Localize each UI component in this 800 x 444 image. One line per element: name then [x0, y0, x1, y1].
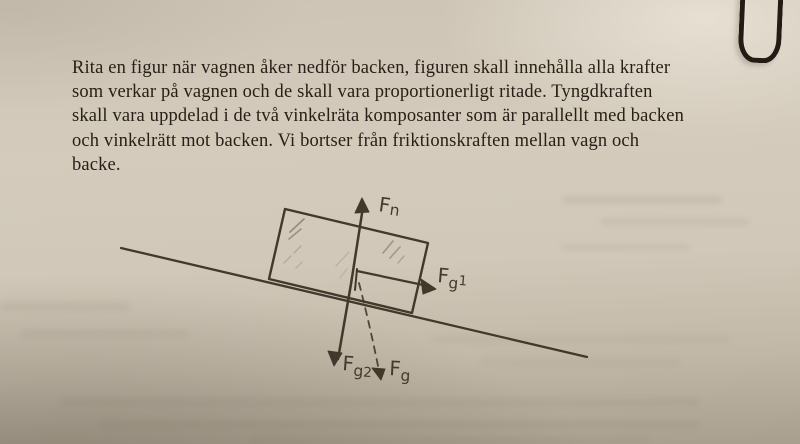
problem-text-line: Rita en figur när vagnen åker nedför backen, figuren skall innehålla alla krafter [72, 58, 671, 78]
fg-arrowhead [372, 368, 385, 380]
paperclip [737, 0, 783, 64]
label-fn: Fn [377, 192, 401, 220]
problem-text-line: skall vara uppdelad i de två vinkelräta komposanter som är parallellt med backen [72, 106, 685, 127]
fg1-arrow [357, 271, 428, 286]
label-fg1: $F_g^1$ [436, 263, 468, 293]
problem-text-line: backe. [72, 154, 121, 175]
label-fg2: $F_g2$ [341, 351, 373, 382]
fg2-arrowhead [328, 351, 342, 366]
problem-text-line: och vinkelrätt mot backen. Vi bortser från friktionskraften mellan vagn och [72, 130, 640, 151]
label-fg: $F_g$ [388, 356, 411, 386]
pencil-hatching [284, 219, 404, 278]
fn-arrowhead [355, 198, 369, 213]
fg1-arrowhead [421, 279, 436, 294]
fg1-corner-stub [355, 269, 357, 290]
problem-text-line: som verkar på vagnen och de skall vara proportionerligt ritade. Tyngdkraften [72, 82, 653, 103]
fg-dashed-arrow [359, 283, 379, 371]
